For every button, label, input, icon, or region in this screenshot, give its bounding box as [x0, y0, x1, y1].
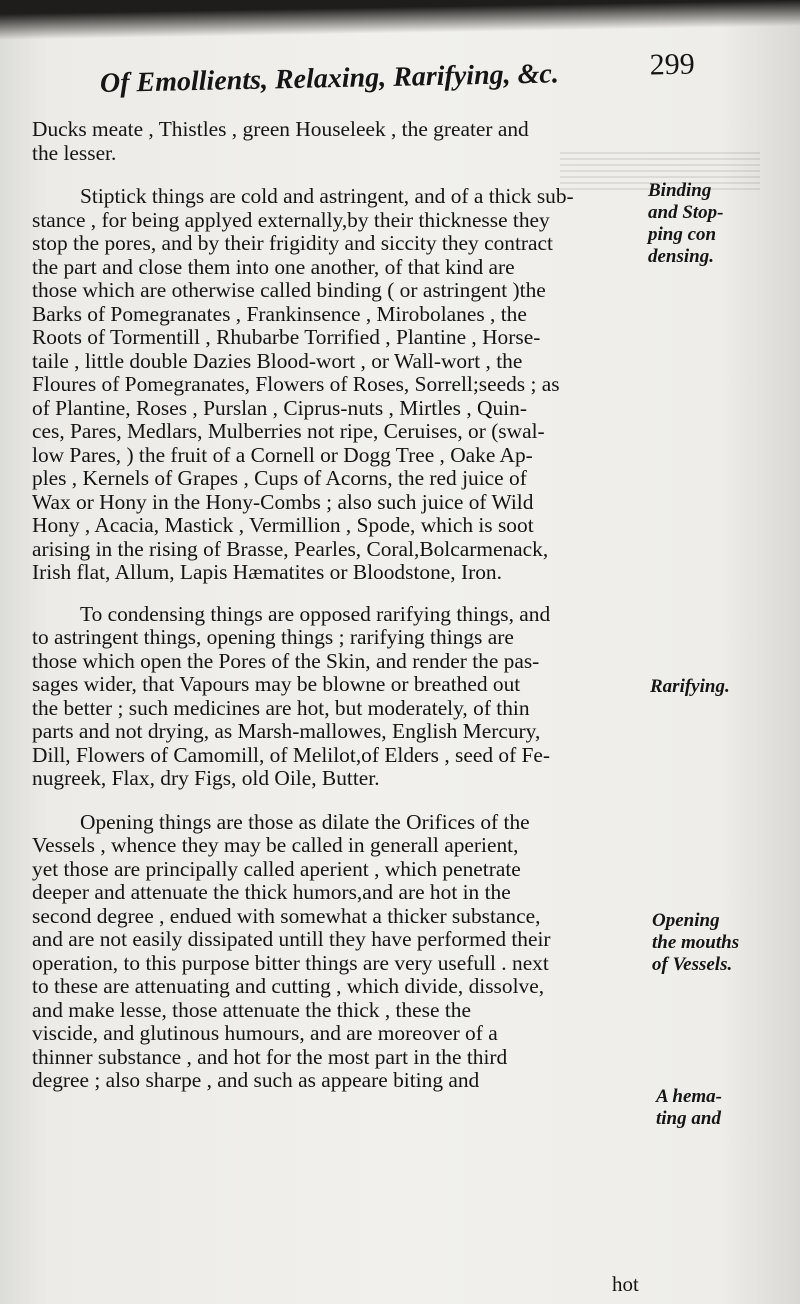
main-text	[32, 118, 652, 1093]
paragraph-1	[32, 118, 652, 165]
text-line: operation, to this purpose bitter things are very usefull . next	[32, 950, 549, 975]
paragraph-2	[32, 185, 652, 585]
margin-note-opening	[652, 910, 739, 976]
text-line: the better ; such medicines are hot, but moderately, of thin	[32, 695, 530, 720]
margin-note-rarifying	[650, 676, 730, 698]
text-line: Irish flat, Allum, Lapis Hæmatites or Bloodstone, Iron.	[32, 560, 502, 584]
paragraph-3	[32, 603, 652, 791]
text-line: stop the pores, and by their frigidity and siccity they contract	[32, 231, 553, 255]
text-line: the part and close them into one another, of that kind are	[32, 254, 515, 279]
text-line: nugreek, Flax, dry Figs, old Oile, Butter.	[32, 766, 380, 790]
text-line: sages wider, that Vapours may be blowne or breathed out	[32, 672, 521, 696]
margin-note-line: Opening	[652, 910, 720, 931]
text-line: To condensing things are opposed rarifying things, and	[80, 601, 551, 626]
text-line: Roots of Tormentill , Rhubarbe Torrified , Plantine , Horse-	[32, 325, 541, 349]
page-header	[99, 46, 790, 110]
text-line: thinner substance , and hot for the most part in the third	[32, 1044, 508, 1069]
margin-note-line: A hema-	[656, 1086, 722, 1107]
text-line: Stiptick things are cold and astringent, and of a thick sub-	[80, 184, 574, 208]
text-line: arising in the rising of Brasse, Pearles, Coral,Bolcarmenack,	[32, 536, 549, 561]
text-line: of Plantine, Roses , Purslan , Ciprus-nuts , Mirtles , Quin-	[32, 395, 527, 420]
text-line: ces, Pares, Medlars, Mulberries not ripe, Ceruises, or (swal-	[32, 419, 545, 443]
text-line: viscide, and glutinous humours, and are moreover of a	[32, 1021, 498, 1045]
text-line: deeper and attenuate the thick humors,and are hot in the	[32, 880, 511, 904]
text-line: Opening things are those as dilate the Orifices of the	[80, 809, 530, 834]
text-line: yet those are principally called aperient , which penetrate	[32, 856, 521, 881]
paragraph-4	[32, 811, 652, 1093]
text-line: ples , Kernels of Grapes , Cups of Acorns, the red juice of	[32, 466, 527, 490]
text-line: Dill, Flowers of Camomill, of Melilot,of Elders , seed of Fe-	[32, 742, 551, 767]
margin-note-binding	[648, 180, 724, 268]
text-line: Wax or Hony in the Hony-Combs ; also such juice of Wild	[32, 489, 534, 514]
text-line: to these are attenuating and cutting , which divide, dissolve,	[32, 974, 545, 998]
margin-note-line: of Vessels.	[652, 954, 733, 975]
catchword: hot	[612, 1272, 639, 1296]
margin-note-line: densing.	[648, 246, 714, 267]
running-head: Of Emollients, Relaxing, Rarifying, &c.	[99, 58, 560, 99]
text-line: second degree , endued with somewhat a thicker substance,	[32, 903, 541, 928]
text-line: parts and not drying, as Marsh-mallowes, English Mercury,	[32, 719, 541, 743]
text-line: low Pares, ) the fruit of a Cornell or Dogg Tree , Oake Ap-	[32, 442, 533, 467]
page-number: 299	[649, 47, 696, 82]
text-line: taile , little double Dazies Blood-wort , or Wall-wort , the	[32, 348, 523, 373]
text-line: Barks of Pomegranates , Frankinsence , Mirobolanes , the	[32, 301, 527, 326]
text-line: those which open the Pores of the Skin, and render the pas-	[32, 648, 540, 673]
text-line: Vessels , whence they may be called in generall aperient,	[32, 833, 519, 857]
margin-note-line: and Stop-	[648, 202, 724, 223]
text-line: Ducks meate , Thistles , green Houseleek , the greater and	[32, 117, 529, 141]
text-line: those which are otherwise called binding ( or astringent )the	[32, 278, 546, 302]
margin-note-line: the mouths	[652, 932, 740, 953]
text-line: and make lesse, those attenuate the thick , these the	[32, 997, 471, 1022]
text-line: to astringent things, opening things ; rarifying things are	[32, 625, 514, 649]
text-line: the lesser.	[32, 140, 117, 165]
margin-note-line: Rarifying.	[650, 676, 730, 697]
margin-note-hemating	[656, 1086, 722, 1130]
text-line: and are not easily dissipated untill they have performed their	[32, 927, 551, 951]
text-line: Floures of Pomegranates, Flowers of Roses, Sorrell;seeds ; as	[32, 372, 560, 396]
margin-note-line: ting and	[656, 1108, 721, 1129]
text-line: Hony , Acacia, Mastick , Vermillion , Spode, which is soot	[32, 513, 534, 537]
text-line: stance , for being applyed externally,by their thicknesse they	[32, 207, 550, 232]
text-line: degree ; also sharpe , and such as appeare biting and	[32, 1068, 480, 1092]
margin-note-line: ping con	[648, 224, 717, 245]
margin-note-line: Binding	[648, 180, 712, 201]
